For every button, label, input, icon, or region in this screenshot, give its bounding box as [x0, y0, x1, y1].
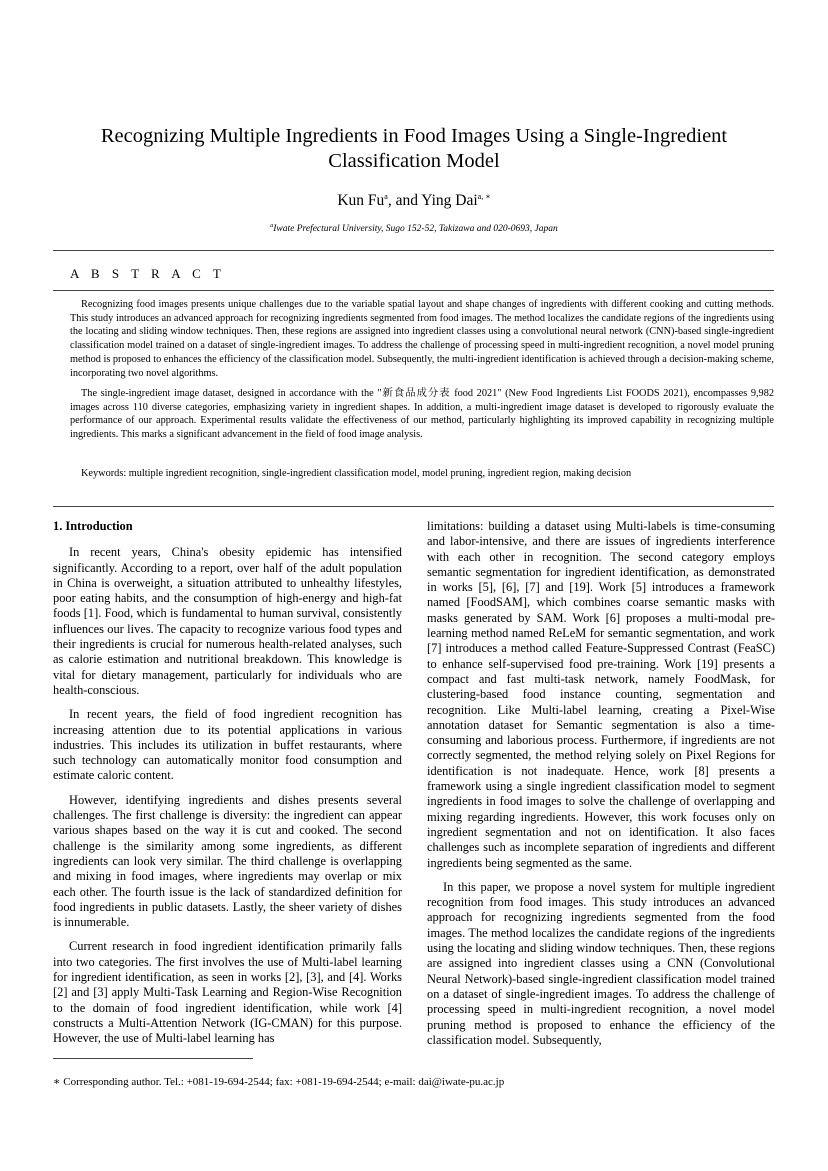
body-paragraph: In recent years, the field of food ingredient recognition has increasing attention due to its potential applications in various industries. This includes its utilization in buffet restaurants, where such technology can automatically monitor food consumption and estimate caloric content. — [53, 707, 402, 783]
body-left-column — [53, 519, 402, 1056]
abstract-top-rule — [53, 250, 774, 251]
abstract-paragraph: Recognizing food images presents unique challenges due to the variable spatial layout and shape changes of ingredients with different cooking and cutting methods. This study introduces an advanced approach for recognizing ingredients segmented from food images. The method localizes the candidate regions of the ingredients using the locating and sliding window techniques. Then, these regions are assigned into ingredient classes using a convolutional neural network (CNN)-based single-ingredient classification model trained on a dataset of single-ingredient images. To address the challenge of processing speed in multi-ingredient recognition, a novel model pruning method is proposed to enhances the efficiency of the classification model. Subsequently, the multi-ingredient identification is achieved through a decision-making scheme, incorporating two novel algorithms. — [70, 299, 774, 379]
body-paragraph: In this paper, we propose a novel system for multiple ingredient recognition from food images. This study introduces an advanced approach for recognizing ingredients segmented from the food images. The method localizes the candidate regions of the ingredients using the locating and sliding window techniques. Then, these regions are assigned into ingredient classes using a CNN (Convolutional Neural Network)-based single-ingredient classification model trained on a dataset of single-ingredient images. To address the challenge of processing speed in multi-ingredient recognition, a novel model pruning method is proposed to enhance the efficiency of the classification model. Subsequently, — [427, 879, 775, 1047]
body-paragraph: Current research in food ingredient identification primarily falls into two categories. The first involves the use of Multi-label learning for ingredient identification, as seen in works [2], [3], and [4]. Works [2] and [3] apply Multi-Task Learning and Region-Wise Recognition to the domain of food ingredient identification, while work [4] constructs a Multi-Attention Network (IG-CMAN) for this purpose. However, the use of Multi-label learning has — [53, 939, 402, 1046]
abstract-paragraph: The single-ingredient image dataset, designed in accordance with the "新食品成分表 food 2021" (New Food Ingredients List FOODS 2021), encompasses 9,982 images across 110 diverse categories, emphasizing variety in ingredient shapes. In addition, a multi-ingredient image dataset is developed to rigorously evaluate the performance of our approach. Experimental results validate the effectiveness of our method, particularly highlighting its improved capability in recognizing multiple ingredients. This marks a significant advancement in the field of food image analysis. — [70, 388, 774, 441]
footnote: ∗ Corresponding author. Tel.: +081-19-694-2544; fax: +081-19-694-2544; e-mail: dai@iwate-pu.ac.jp — [53, 1076, 505, 1088]
author-name: Ying Dai — [421, 192, 478, 210]
author-name: Kun Fu — [337, 192, 385, 210]
abstract-bottom-rule — [53, 506, 774, 507]
affiliation — [60, 223, 768, 234]
author-line — [60, 192, 768, 210]
keywords-text: multiple ingredient recognition, single-ingredient classification model, model pruning, ingredient region, making decision — [128, 468, 632, 479]
body-paragraph: In recent years, China's obesity epidemic has intensified significantly. According to a report, over half of the adult population in China is overweight, a situation attributed to unhealthy lifestyles, poor eating habits, and the consumption of high-energy and high-fat foods [1]. Food, which is fundamental to human survival, consistently influences our lives. The capacity to recognize various food types and their ingredients is crucial for numerous health-related analyses, such as calorie estimation and nutritional breakdown. This knowledge is vital for dietary management, particularly for individuals who are health-conscious. — [53, 545, 402, 697]
affiliation-text: Iwate Prefectural University, Sugo 152-52, Takizawa and 020-0693, Japan — [273, 224, 558, 235]
keywords — [81, 468, 631, 479]
body-paragraph: limitations: building a dataset using Multi-labels is time-consuming and labor-intensive, and there are issues of ingredients interference with each other in recognition. The second category employs semantic segmentation for ingredient identification, as demonstrated in works [5], [6], [7] and [19]. Work [5] introduces a framework named [FoodSAM], which combines coarse semantic masks with masks generated by SAM. Work [6] proposes a multi-modal pre-learning method named ReLeM for semantic segmentation, and work [7] introduces a method called Feature-Suppressed Contrast (FeaSC) to enhance self-supervised food pre-training. Work [19] presents a compact and fast multi-task network, namely FoodMask, for clustering-based food instance counting, segmentation and recognition. Like Multi-label learning, creating a Pixel-Wise annotation dataset for Semantic segmentation is also a time-consuming and laborious process. Furthermore, if ingredients are not correctly segmented, the method relying solely on Pixel Regions for identification is not inadequate. Hence, work [8] presents a framework using a single ingredient classification model to segment ingredients in food images to solve the challenge of overlapping and mixing regarding ingredients. However, this work focuses only on ingredient segmentation and not on identification. It also faces challenges such as incomplete separation of ingredients and different ingredients being segmented as the same. — [427, 519, 775, 870]
section-heading: 1. Introduction — [53, 519, 133, 533]
author-affiliation-mark: a, ∗ — [477, 192, 491, 201]
body-right-column — [427, 519, 775, 1057]
abstract-heading-rule — [53, 290, 774, 291]
footnote-rule — [53, 1058, 253, 1059]
body-paragraph: However, identifying ingredients and dishes presents several challenges. The first challenge is diversity: the ingredient can appear various shapes based on the way it is cut and cooked. The second challenge is the similarity among some ingredients, as different ingredients can look very similar. The third challenge is overlapping and mixing in food images, where ingredients may overlap or mix each other. The fourth issue is the lack of standardized definition for food ingredients in public datasets. Lastly, the sheer variety of dishes is innumerable. — [53, 792, 402, 930]
author-joiner: , and — [387, 192, 422, 210]
author-affiliation-mark: a — [384, 192, 388, 201]
affiliation-mark: a — [270, 223, 274, 229]
paper-title: Recognizing Multiple Ingredients in Food Images Using a Single-Ingredient Classification Model — [100, 125, 728, 172]
keywords-label: Keywords: — [81, 468, 127, 479]
abstract-heading: A B S T R A C T — [70, 266, 226, 281]
